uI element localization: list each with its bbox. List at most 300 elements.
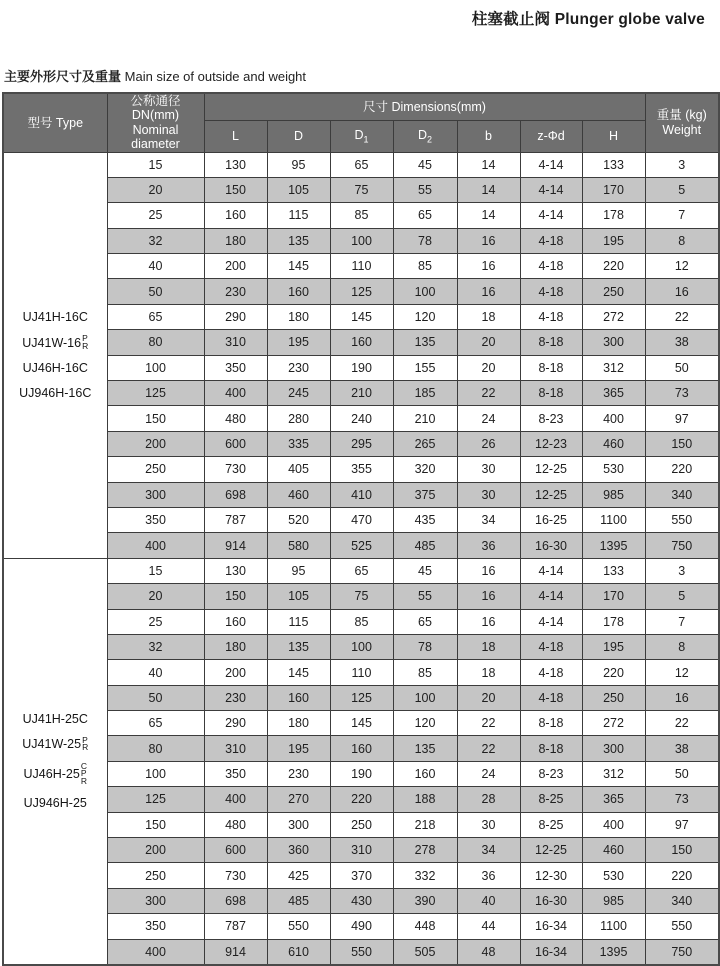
dn-cell: 125 (107, 381, 204, 406)
value-cell: 245 (267, 381, 330, 406)
value-cell: 78 (393, 634, 457, 659)
value-cell: 97 (645, 406, 719, 431)
value-cell: 390 (393, 888, 457, 913)
value-cell: 218 (393, 812, 457, 837)
dn-cell: 15 (107, 558, 204, 583)
value-cell: 300 (267, 812, 330, 837)
table-row (3, 558, 719, 583)
valve-type-base: UJ946H-25 (23, 796, 87, 811)
value-cell: 480 (204, 406, 267, 431)
table-row (3, 533, 719, 558)
value-cell: 405 (267, 457, 330, 482)
value-cell: 16-25 (520, 507, 582, 532)
table-row (3, 279, 719, 304)
dn-cell: 20 (107, 177, 204, 202)
value-cell: 14 (457, 203, 520, 228)
value-cell: 135 (267, 228, 330, 253)
table-row (3, 457, 719, 482)
value-cell: 150 (645, 838, 719, 863)
col-header-d2: $D_2$ (393, 121, 457, 152)
value-cell: 16 (645, 685, 719, 710)
col-header-weight-zh: 重量 (kg) (656, 108, 707, 123)
table-row (3, 355, 719, 380)
value-cell: 8 (645, 228, 719, 253)
value-cell: 250 (582, 685, 645, 710)
value-cell: 12 (645, 254, 719, 279)
value-cell: 145 (267, 660, 330, 685)
table-row (3, 914, 719, 939)
value-cell: 730 (204, 863, 267, 888)
table-row (3, 685, 719, 710)
value-cell: 12-30 (520, 863, 582, 888)
valve-type-label (19, 386, 91, 400)
value-cell: 580 (267, 533, 330, 558)
value-cell: 16-30 (520, 888, 582, 913)
valve-type-base: UJ41H-25C (22, 711, 88, 726)
value-cell: 135 (267, 634, 330, 659)
value-cell: 550 (645, 914, 719, 939)
value-cell: 310 (330, 838, 393, 863)
value-cell: 355 (330, 457, 393, 482)
value-cell: 78 (393, 228, 457, 253)
value-cell: 125 (330, 685, 393, 710)
value-cell: 55 (393, 177, 457, 202)
value-cell: 530 (582, 457, 645, 482)
value-cell: 36 (457, 533, 520, 558)
dn-cell: 400 (107, 533, 204, 558)
value-cell: 115 (267, 609, 330, 634)
value-cell: 85 (393, 254, 457, 279)
value-cell: 4-14 (520, 558, 582, 583)
value-cell: 125 (330, 279, 393, 304)
value-cell: 188 (393, 787, 457, 812)
value-cell: 105 (267, 584, 330, 609)
value-cell: 195 (582, 634, 645, 659)
value-cell: 340 (645, 482, 719, 507)
value-cell: 8-25 (520, 787, 582, 812)
value-cell: 130 (204, 152, 267, 177)
dn-cell: 65 (107, 304, 204, 329)
value-cell: 85 (393, 660, 457, 685)
value-cell: 30 (457, 482, 520, 507)
value-cell: 375 (393, 482, 457, 507)
table-row (3, 406, 719, 431)
valve-type-base: UJ41H-16C (22, 310, 88, 325)
value-cell: 5 (645, 177, 719, 202)
value-cell: 160 (267, 685, 330, 710)
value-cell: 110 (330, 254, 393, 279)
value-cell: 4-14 (520, 584, 582, 609)
value-cell: 230 (267, 355, 330, 380)
value-cell: 135 (393, 736, 457, 761)
value-cell: 150 (645, 431, 719, 456)
dn-cell: 250 (107, 457, 204, 482)
value-cell: 8-18 (520, 736, 582, 761)
table-row (3, 888, 719, 913)
value-cell: 40 (457, 888, 520, 913)
value-cell: 12-25 (520, 838, 582, 863)
dn-cell: 200 (107, 431, 204, 456)
value-cell: 178 (582, 609, 645, 634)
value-cell: 38 (645, 330, 719, 355)
value-cell: 525 (330, 533, 393, 558)
value-cell: 210 (393, 406, 457, 431)
value-cell: 490 (330, 914, 393, 939)
value-cell: 30 (457, 812, 520, 837)
dn-cell: 32 (107, 228, 204, 253)
dn-cell: 15 (107, 152, 204, 177)
value-cell: 220 (582, 660, 645, 685)
value-cell: 332 (393, 863, 457, 888)
value-cell: 230 (204, 279, 267, 304)
value-cell: 300 (582, 736, 645, 761)
value-cell: 360 (267, 838, 330, 863)
table-row (3, 304, 719, 329)
dn-cell: 65 (107, 711, 204, 736)
value-cell: 550 (267, 914, 330, 939)
value-cell: 272 (582, 711, 645, 736)
value-cell: 698 (204, 482, 267, 507)
value-cell: 300 (582, 330, 645, 355)
col-header-nominal-diameter-en: Nominal diameter (131, 122, 180, 152)
value-cell: 12-25 (520, 457, 582, 482)
section-subtitle-en: Main size of outside and weight (124, 69, 307, 84)
value-cell: 160 (393, 761, 457, 786)
value-cell: 265 (393, 431, 457, 456)
dn-cell: 200 (107, 838, 204, 863)
value-cell: 65 (393, 203, 457, 228)
value-cell: 1395 (582, 533, 645, 558)
table-row (3, 584, 719, 609)
value-cell: 8-18 (520, 330, 582, 355)
valve-type-base: UJ46H-25 (23, 767, 80, 782)
dn-cell: 25 (107, 609, 204, 634)
valve-type-suffix-stack: P R (82, 734, 89, 753)
value-cell: 312 (582, 761, 645, 786)
value-cell: 195 (582, 228, 645, 253)
value-cell: 220 (330, 787, 393, 812)
col-header-d1: $D_1$ (330, 121, 393, 152)
value-cell: 135 (393, 330, 457, 355)
value-cell: 505 (393, 939, 457, 964)
value-cell: 22 (645, 304, 719, 329)
value-cell: 38 (645, 736, 719, 761)
dn-cell: 40 (107, 254, 204, 279)
dn-cell: 20 (107, 584, 204, 609)
table-row (3, 711, 719, 736)
value-cell: 278 (393, 838, 457, 863)
dn-cell: 40 (107, 660, 204, 685)
col-header-d: D (267, 121, 330, 152)
value-cell: 400 (582, 406, 645, 431)
table-row (3, 736, 719, 761)
value-cell: 16 (457, 228, 520, 253)
value-cell: 160 (330, 330, 393, 355)
section-subtitle (4, 66, 306, 85)
value-cell: 160 (330, 736, 393, 761)
value-cell: 350 (204, 761, 267, 786)
value-cell: 75 (330, 584, 393, 609)
value-cell: 16 (457, 254, 520, 279)
value-cell: 85 (330, 203, 393, 228)
value-cell: 435 (393, 507, 457, 532)
value-cell: 100 (393, 685, 457, 710)
value-cell: 610 (267, 939, 330, 964)
table-row (3, 812, 719, 837)
value-cell: 120 (393, 711, 457, 736)
value-cell: 95 (267, 152, 330, 177)
value-cell: 230 (204, 685, 267, 710)
value-cell: 295 (330, 431, 393, 456)
value-cell: 130 (204, 558, 267, 583)
dn-cell: 50 (107, 685, 204, 710)
value-cell: 320 (393, 457, 457, 482)
value-cell: 250 (330, 812, 393, 837)
type-cell-section-2 (3, 558, 107, 964)
value-cell: 730 (204, 457, 267, 482)
value-cell: 16-34 (520, 914, 582, 939)
value-cell: 180 (204, 228, 267, 253)
valve-type-base: UJ41W-25 (22, 737, 82, 752)
value-cell: 4-18 (520, 660, 582, 685)
value-cell: 400 (204, 787, 267, 812)
value-cell: 120 (393, 304, 457, 329)
value-cell: 195 (267, 736, 330, 761)
value-cell: 185 (393, 381, 457, 406)
value-cell: 73 (645, 787, 719, 812)
value-cell: 180 (267, 304, 330, 329)
value-cell: 460 (582, 838, 645, 863)
value-cell: 160 (204, 203, 267, 228)
col-header-type: 型号 Type (3, 93, 107, 152)
value-cell: 44 (457, 914, 520, 939)
value-cell: 280 (267, 406, 330, 431)
value-cell: 105 (267, 177, 330, 202)
value-cell: 460 (267, 482, 330, 507)
value-cell: 210 (330, 381, 393, 406)
value-cell: 95 (267, 558, 330, 583)
value-cell: 7 (645, 203, 719, 228)
table-row (3, 228, 719, 253)
dn-cell: 100 (107, 355, 204, 380)
page-title-zh: 柱塞截止阀 (471, 11, 551, 28)
value-cell: 530 (582, 863, 645, 888)
valve-type-label (23, 760, 87, 786)
value-cell: 230 (267, 761, 330, 786)
value-cell: 250 (582, 279, 645, 304)
table-row (3, 507, 719, 532)
value-cell: 4-14 (520, 177, 582, 202)
table-row (3, 482, 719, 507)
value-cell: 20 (457, 355, 520, 380)
value-cell: 4-14 (520, 609, 582, 634)
value-cell: 787 (204, 914, 267, 939)
valve-type-label (24, 796, 87, 810)
value-cell: 7 (645, 609, 719, 634)
value-cell: 200 (204, 660, 267, 685)
value-cell: 85 (330, 609, 393, 634)
value-cell: 145 (330, 711, 393, 736)
value-cell: 600 (204, 838, 267, 863)
col-header-z-d: z-Φd (520, 121, 582, 152)
table-row (3, 787, 719, 812)
dn-cell: 350 (107, 507, 204, 532)
value-cell: 985 (582, 888, 645, 913)
value-cell: 178 (582, 203, 645, 228)
dn-cell: 300 (107, 482, 204, 507)
value-cell: 16 (457, 279, 520, 304)
value-cell: 335 (267, 431, 330, 456)
value-cell: 365 (582, 381, 645, 406)
value-cell: 55 (393, 584, 457, 609)
dn-cell: 350 (107, 914, 204, 939)
table-row (3, 634, 719, 659)
value-cell: 170 (582, 177, 645, 202)
value-cell: 12-23 (520, 431, 582, 456)
value-cell: 240 (330, 406, 393, 431)
valve-type-label (23, 712, 88, 726)
value-cell: 400 (204, 381, 267, 406)
dn-cell: 250 (107, 863, 204, 888)
dn-cell: 50 (107, 279, 204, 304)
section-subtitle-zh: 主要外形尺寸及重量 (4, 69, 122, 84)
table-row (3, 203, 719, 228)
value-cell: 20 (457, 330, 520, 355)
value-cell: 914 (204, 939, 267, 964)
value-cell: 115 (267, 203, 330, 228)
col-header-h: H (582, 121, 645, 152)
value-cell: 24 (457, 761, 520, 786)
value-cell: 400 (582, 812, 645, 837)
col-header-b: b (457, 121, 520, 152)
value-cell: 520 (267, 507, 330, 532)
value-cell: 18 (457, 634, 520, 659)
value-cell: 290 (204, 711, 267, 736)
value-cell: 100 (330, 228, 393, 253)
dn-cell: 150 (107, 812, 204, 837)
value-cell: 190 (330, 761, 393, 786)
value-cell: 100 (330, 634, 393, 659)
value-cell: 310 (204, 736, 267, 761)
value-cell: 150 (204, 177, 267, 202)
col-header-dimensions-group: 尺寸 Dimensions(mm) (204, 93, 645, 121)
value-cell: 485 (267, 888, 330, 913)
value-cell: 410 (330, 482, 393, 507)
value-cell: 12-25 (520, 482, 582, 507)
type-cell-section-1 (3, 152, 107, 558)
value-cell: 4-18 (520, 634, 582, 659)
value-cell: 75 (330, 177, 393, 202)
value-cell: 133 (582, 558, 645, 583)
value-cell: 3 (645, 558, 719, 583)
value-cell: 4-18 (520, 279, 582, 304)
value-cell: 22 (645, 711, 719, 736)
table-row (3, 254, 719, 279)
value-cell: 220 (582, 254, 645, 279)
value-cell: 16 (457, 584, 520, 609)
value-cell: 340 (645, 888, 719, 913)
value-cell: 4-18 (520, 685, 582, 710)
table-row (3, 939, 719, 964)
value-cell: 65 (393, 609, 457, 634)
value-cell: 34 (457, 838, 520, 863)
value-cell: 145 (330, 304, 393, 329)
value-cell: 65 (330, 152, 393, 177)
table-row (3, 330, 719, 355)
value-cell: 20 (457, 685, 520, 710)
value-cell: 365 (582, 787, 645, 812)
value-cell: 1395 (582, 939, 645, 964)
valve-type-base: UJ946H-16C (19, 386, 92, 401)
value-cell: 1100 (582, 507, 645, 532)
value-cell: 448 (393, 914, 457, 939)
value-cell: 48 (457, 939, 520, 964)
value-cell: 22 (457, 711, 520, 736)
value-cell: 312 (582, 355, 645, 380)
value-cell: 34 (457, 507, 520, 532)
value-cell: 50 (645, 355, 719, 380)
value-cell: 110 (330, 660, 393, 685)
value-cell: 26 (457, 431, 520, 456)
value-cell: 45 (393, 558, 457, 583)
value-cell: 18 (457, 660, 520, 685)
value-cell: 425 (267, 863, 330, 888)
valve-type-label (23, 310, 88, 324)
value-cell: 220 (645, 457, 719, 482)
value-cell: 4-18 (520, 304, 582, 329)
value-cell: 8-18 (520, 711, 582, 736)
value-cell: 480 (204, 812, 267, 837)
value-cell: 787 (204, 507, 267, 532)
page-title (472, 7, 705, 29)
value-cell: 4-14 (520, 152, 582, 177)
value-cell: 36 (457, 863, 520, 888)
value-cell: 195 (267, 330, 330, 355)
value-cell: 220 (645, 863, 719, 888)
dn-cell: 300 (107, 888, 204, 913)
value-cell: 14 (457, 152, 520, 177)
col-header-l: L (204, 121, 267, 152)
valve-type-suffix-stack: P R (82, 333, 89, 351)
value-cell: 30 (457, 457, 520, 482)
value-cell: 985 (582, 482, 645, 507)
value-cell: 28 (457, 787, 520, 812)
value-cell: 150 (204, 584, 267, 609)
table-row (3, 838, 719, 863)
value-cell: 8-23 (520, 761, 582, 786)
value-cell: 272 (582, 304, 645, 329)
value-cell: 370 (330, 863, 393, 888)
value-cell: 180 (204, 634, 267, 659)
value-cell: 290 (204, 304, 267, 329)
value-cell: 180 (267, 711, 330, 736)
value-cell: 550 (330, 939, 393, 964)
valve-type-base: UJ41W-16 (22, 335, 82, 350)
value-cell: 460 (582, 431, 645, 456)
valve-type-suffix-stack: C P R (80, 760, 87, 786)
value-cell: 14 (457, 177, 520, 202)
table-row (3, 863, 719, 888)
value-cell: 3 (645, 152, 719, 177)
value-cell: 170 (582, 584, 645, 609)
value-cell: 16 (645, 279, 719, 304)
value-cell: 65 (330, 558, 393, 583)
table-row (3, 609, 719, 634)
value-cell: 750 (645, 533, 719, 558)
value-cell: 550 (645, 507, 719, 532)
table-row (3, 152, 719, 177)
value-cell: 4-18 (520, 254, 582, 279)
